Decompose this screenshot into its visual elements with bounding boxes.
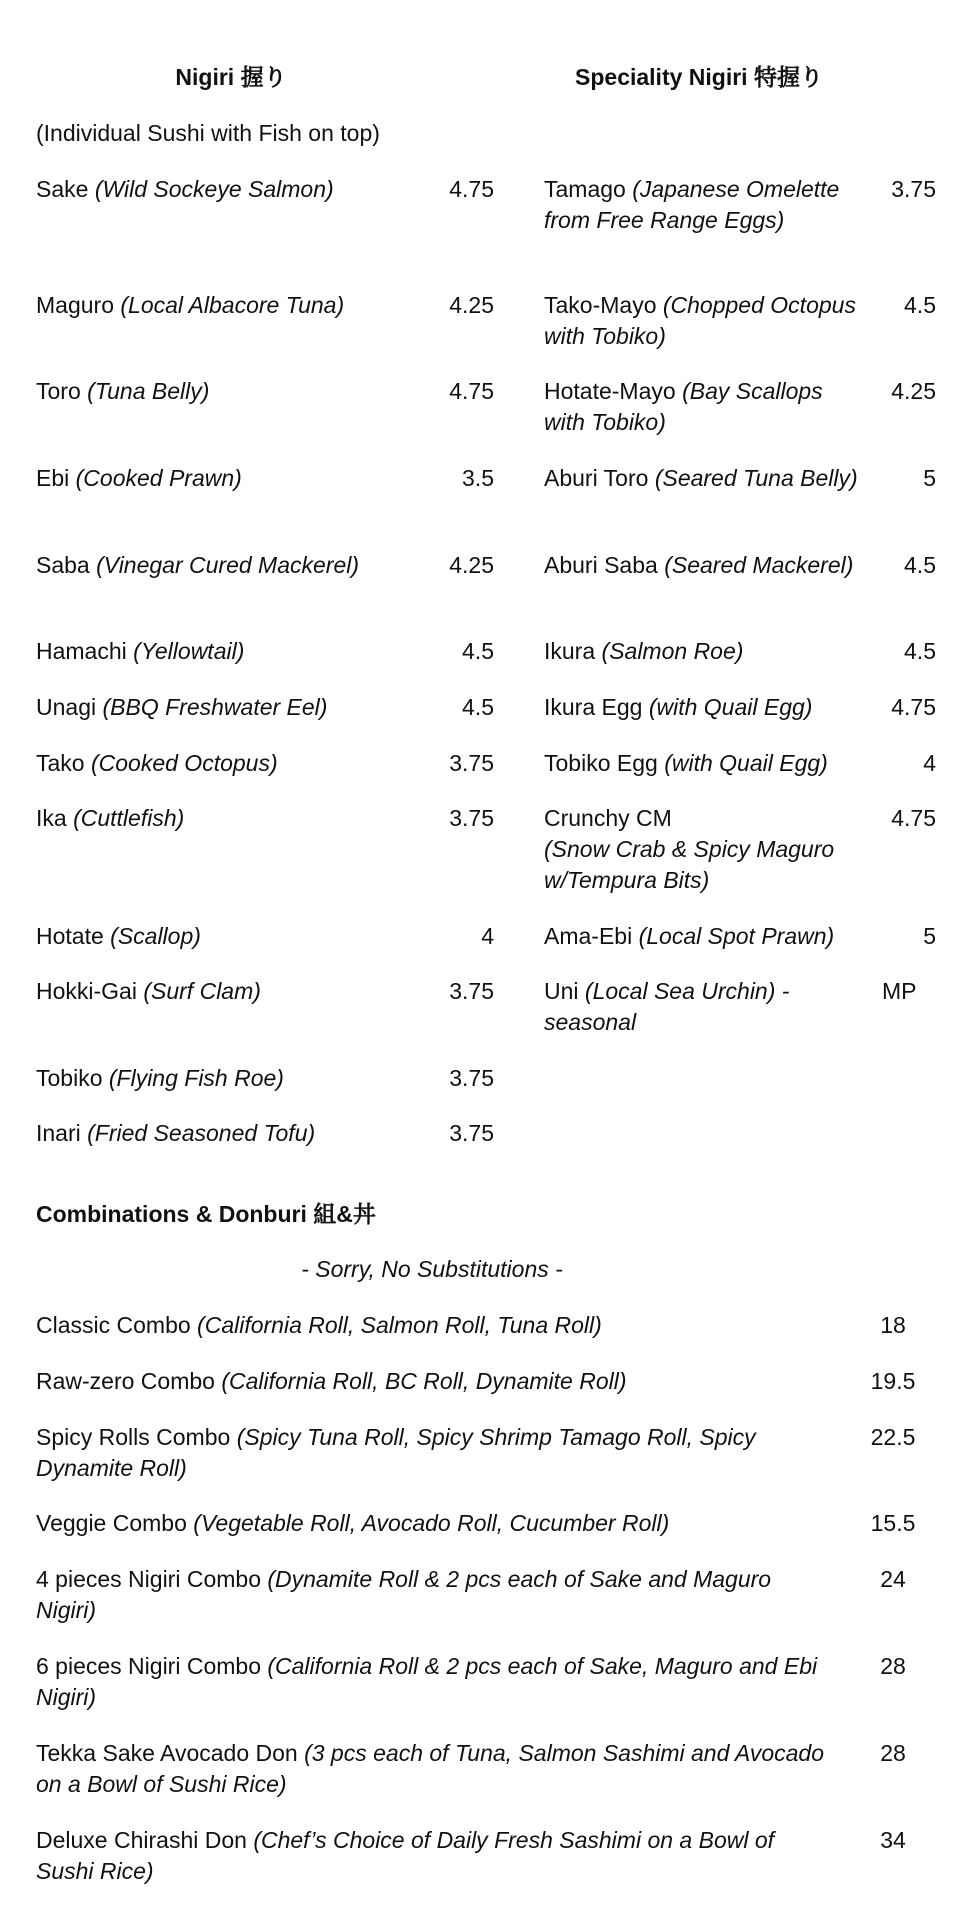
item-desc: (California Roll, Salmon Roll, Tuna Roll) [197, 1312, 602, 1338]
item-desc: (with Quail Egg) [664, 750, 828, 776]
item-price: 4 [923, 750, 936, 776]
item-price: 5 [923, 465, 936, 491]
item-price: 15.5 [870, 1510, 916, 1536]
item-price: 3.5 [462, 465, 494, 491]
item-price: 34 [880, 1827, 906, 1853]
item-name: Classic Combo [36, 1312, 191, 1338]
item-desc: (BBQ Freshwater Eel) [102, 694, 328, 720]
item-price: 4.25 [449, 552, 494, 578]
item-name: Ikura Egg [544, 694, 643, 720]
item-desc: (Cooked Octopus) [90, 750, 278, 776]
item-price: 28 [880, 1653, 906, 1679]
item-name: Veggie Combo [36, 1510, 187, 1536]
item-name: Spicy Rolls Combo [36, 1424, 231, 1450]
item-desc: (3 pcs each of Tuna, Salmon Sashimi and Avocado on a Bowl of Sushi Rice) [36, 1740, 825, 1797]
item-desc: (Cuttlefish) [73, 805, 185, 831]
item-price: 4.25 [891, 378, 936, 404]
item-price: 4.5 [904, 552, 936, 578]
item-price: 4 [481, 923, 494, 949]
item-desc: (Yellowtail) [133, 638, 245, 664]
item-price: 4.5 [904, 638, 936, 664]
item-name: Saba [36, 552, 90, 578]
combos-title: Combinations & Donburi 組&丼 [36, 1201, 376, 1227]
item-name: Unagi [36, 694, 97, 720]
item-desc: (Fried Seasoned Tofu) [87, 1120, 316, 1146]
item-name: Ika [36, 805, 67, 831]
item-price: 3.75 [449, 750, 494, 776]
combos-note: - Sorry, No Substitutions - [301, 1256, 563, 1282]
item-name: Tako [36, 750, 85, 776]
item-price: 3.75 [449, 978, 494, 1004]
item-name: Hamachi [36, 638, 127, 664]
item-price: 4.75 [449, 378, 494, 404]
item-desc: (Local Albacore Tuna) [120, 292, 345, 318]
item-desc: (Seared Mackerel) [664, 552, 854, 578]
item-price: 4.25 [449, 292, 494, 318]
item-desc: (California Roll & 2 pcs each of Sake, Maguro and Ebi Nigiri) [36, 1653, 818, 1710]
item-desc: (Chef’s Choice of Daily Fresh Sashimi on a Bowl of Sushi Rice) [36, 1827, 775, 1884]
item-desc: (Scallop) [110, 923, 201, 949]
item-price: 28 [880, 1740, 906, 1766]
item-price: 3.75 [449, 1120, 494, 1146]
item-desc: (Snow Crab & Spicy Maguro w/Tempura Bits) [544, 836, 835, 893]
speciality-title: Speciality Nigiri 特握り [575, 64, 823, 90]
item-name: 6 pieces Nigiri Combo [36, 1653, 261, 1679]
item-desc: (Japanese Omelette from Free Range Eggs) [544, 176, 840, 233]
item-desc: (Vegetable Roll, Avocado Roll, Cucumber Roll) [193, 1510, 670, 1536]
item-name: Uni [544, 978, 579, 1004]
item-price: 22.5 [870, 1424, 916, 1450]
nigiri-subtitle: (Individual Sushi with Fish on top) [36, 120, 380, 146]
item-price: 4.75 [891, 694, 936, 720]
item-name: Crunchy CM [544, 805, 672, 831]
item-desc: (Dynamite Roll & 2 pcs each of Sake and Maguro Nigiri) [36, 1566, 772, 1623]
item-price: 24 [880, 1566, 906, 1592]
item-desc: (with Quail Egg) [648, 694, 813, 720]
item-price: 3.75 [449, 805, 494, 831]
item-name: Hotate-Mayo [544, 378, 676, 404]
item-desc: (Salmon Roe) [601, 638, 744, 664]
item-name: Ama-Ebi [544, 923, 633, 949]
item-desc: (Flying Fish Roe) [108, 1065, 284, 1091]
item-name: Hotate [36, 923, 104, 949]
item-desc: (Vinegar Cured Mackerel) [96, 552, 360, 578]
nigiri-title: Nigiri 握り [175, 64, 287, 90]
item-desc: (California Roll, BC Roll, Dynamite Roll) [221, 1368, 627, 1394]
item-name: Tobiko Egg [544, 750, 658, 776]
item-name: Aburi Toro [544, 465, 649, 491]
item-price: MP [882, 978, 917, 1004]
item-name: Tobiko [36, 1065, 103, 1091]
item-name: Inari [36, 1120, 81, 1146]
item-name: Ebi [36, 465, 70, 491]
item-price: 4.75 [449, 176, 494, 202]
item-desc: (Seared Tuna Belly) [654, 465, 858, 491]
item-name: Hokki-Gai [36, 978, 137, 1004]
item-name: Deluxe Chirashi Don [36, 1827, 247, 1853]
item-price: 4.5 [904, 292, 936, 318]
item-desc: (Bay Scallops with Tobiko) [544, 378, 823, 435]
item-name: Ikura [544, 638, 596, 664]
item-desc: (Local Sea Urchin) - seasonal [544, 978, 790, 1035]
item-price: 3.75 [449, 1065, 494, 1091]
item-desc: (Wild Sockeye Salmon) [94, 176, 334, 202]
item-name: Tako-Mayo [544, 292, 657, 318]
item-price: 4.75 [891, 805, 936, 831]
item-name: Tekka Sake Avocado Don [36, 1740, 298, 1766]
item-price: 4.5 [462, 638, 494, 664]
item-desc: (Surf Clam) [143, 978, 261, 1004]
item-name: Sake [36, 176, 89, 202]
item-name: 4 pieces Nigiri Combo [36, 1566, 261, 1592]
item-name: Aburi Saba [544, 552, 658, 578]
item-name: Maguro [36, 292, 114, 318]
item-price: 18 [880, 1312, 906, 1338]
item-name: Tamago [544, 176, 626, 202]
item-desc: (Local Spot Prawn) [638, 923, 835, 949]
item-name: Toro [36, 378, 81, 404]
item-desc: (Cooked Prawn) [75, 465, 242, 491]
item-price: 5 [923, 923, 936, 949]
item-price: 19.5 [870, 1368, 916, 1394]
item-price: 4.5 [462, 694, 494, 720]
item-price: 3.75 [891, 176, 936, 202]
item-desc: (Chopped Octopus with Tobiko) [544, 292, 856, 349]
item-desc: (Tuna Belly) [87, 378, 210, 404]
item-name: Raw-zero Combo [36, 1368, 215, 1394]
item-desc: (Spicy Tuna Roll, Spicy Shrimp Tamago Roll, Spicy Dynamite Roll) [36, 1424, 756, 1481]
